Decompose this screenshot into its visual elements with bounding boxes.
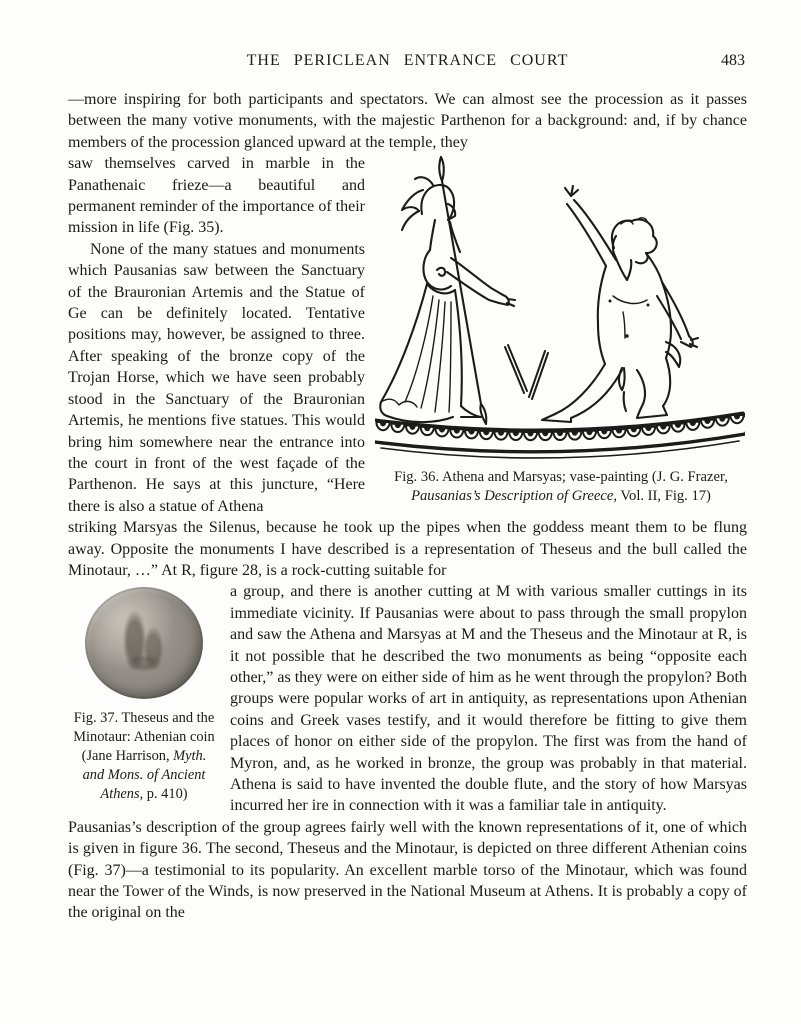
figure-36	[375, 154, 747, 506]
page-number: 483	[721, 52, 745, 69]
flute-pipes	[505, 345, 548, 399]
figure-36-caption	[375, 468, 747, 506]
body-paragraph-closing: Pausanias’s description of the group agrees fairly well with the known representations of it, one of which is given in figure 36. The second, Theseus and the Minotaur, is depicted on three different Athenian coins (Fig. 37)—a testimonial to its popularity. An excellent marble torso of the Minotaur, which was found near the Tower of the Winds, is now preserved in the National Museum at Athens. It is probably a copy of the original on the	[68, 818, 747, 922]
body-paragraph-marsyas: striking Marsyas the Silenus, because he took up the pipes when the goddess meant them to be flung away. Opposite the monuments I have described is a representation of Theseus and the bull called the Minotaur, …” At R, figure 28, is a rock-cutting suitable for	[68, 519, 747, 579]
figure-37-caption	[68, 709, 220, 804]
figure-36-caption-text: Fig. 36. Athena and Marsyas; vase-painting (J. G. Frazer,	[394, 469, 728, 486]
figure-37-caption-text: Fig. 37. Theseus and the Minotaur: Athenian coin (Jane Harrison,	[73, 710, 215, 765]
figure-37-caption-source: Myth. and Mons. of Ancient Athens,	[82, 748, 207, 803]
body-paragraph-intro: —more inspiring for both participants and spectators. We can almost see the procession as it passes between the many votive monuments, with the majestic Parthenon for a background: and, if by chance members of the procession glanced upward at the temple, they	[68, 91, 747, 151]
marsyas-figure	[542, 186, 698, 422]
figure-37	[68, 585, 220, 804]
body-paragraph-frieze: saw themselves carved in marble in the Panathenaic frieze—a beautiful and permanent reminder of the importance of their mission in life (Fig. 35).	[68, 155, 365, 237]
body-paragraph-propylon: a group, and there is another cutting at M with various smaller cuttings in its immediate vicinity. If Pausanias were about to pass through the small propylon and saw the Athena and Marsyas at M and the Theseus and the Minotaur at R, is it not possible that he described the two monuments as being “opposite each other,” as they were on either side of him as he went through the propylon? Both groups were popular works of art in antiquity, as representations upon Athenian coins and Greek vases testify, and it would therefore be fitting to give them places of honor on either side of the propylon. The first was from the hand of Myron, and, as he worked in bronze, the group was probably in that material. Athena is said to have invented the double flute, and the story of how Marsyas incurred her ire in connection with it was a familiar tale in antiquity.	[230, 583, 747, 815]
figure-37-caption-ref: p. 410)	[143, 786, 188, 803]
section-figure37	[68, 581, 747, 816]
athena-figure	[380, 157, 515, 424]
athenian-coin-photo	[85, 587, 203, 699]
figure-36-caption-source: Pausanias’s Description of Greece	[411, 488, 614, 505]
body-paragraph-statues: None of the many statues and monuments which Pausanias saw between the Sanctuary of the Brauronian Artemis and the Statue of Ge can be definitely located. Tentative positions may, however, be assigned to three. After speaking of the bronze copy of the Trojan Horse, which we have seen probably stood in the Sanctuary of the Brauronian Artemis, he mentions five statues. This would bring him somewhere near the entrance into the court in front of the west façade of the Parthenon. He says at this juncture, “Here there is also a statue of Athena	[68, 240, 365, 515]
vase-painting-athena-marsyas-illustration	[375, 154, 745, 462]
figure-36-caption-ref: , Vol. II, Fig. 17)	[613, 488, 711, 505]
section-figure36	[68, 153, 747, 581]
running-head	[68, 50, 747, 72]
egg-and-dart-row	[376, 415, 743, 440]
page-title: THE PERICLEAN ENTRANCE COURT	[246, 52, 569, 69]
